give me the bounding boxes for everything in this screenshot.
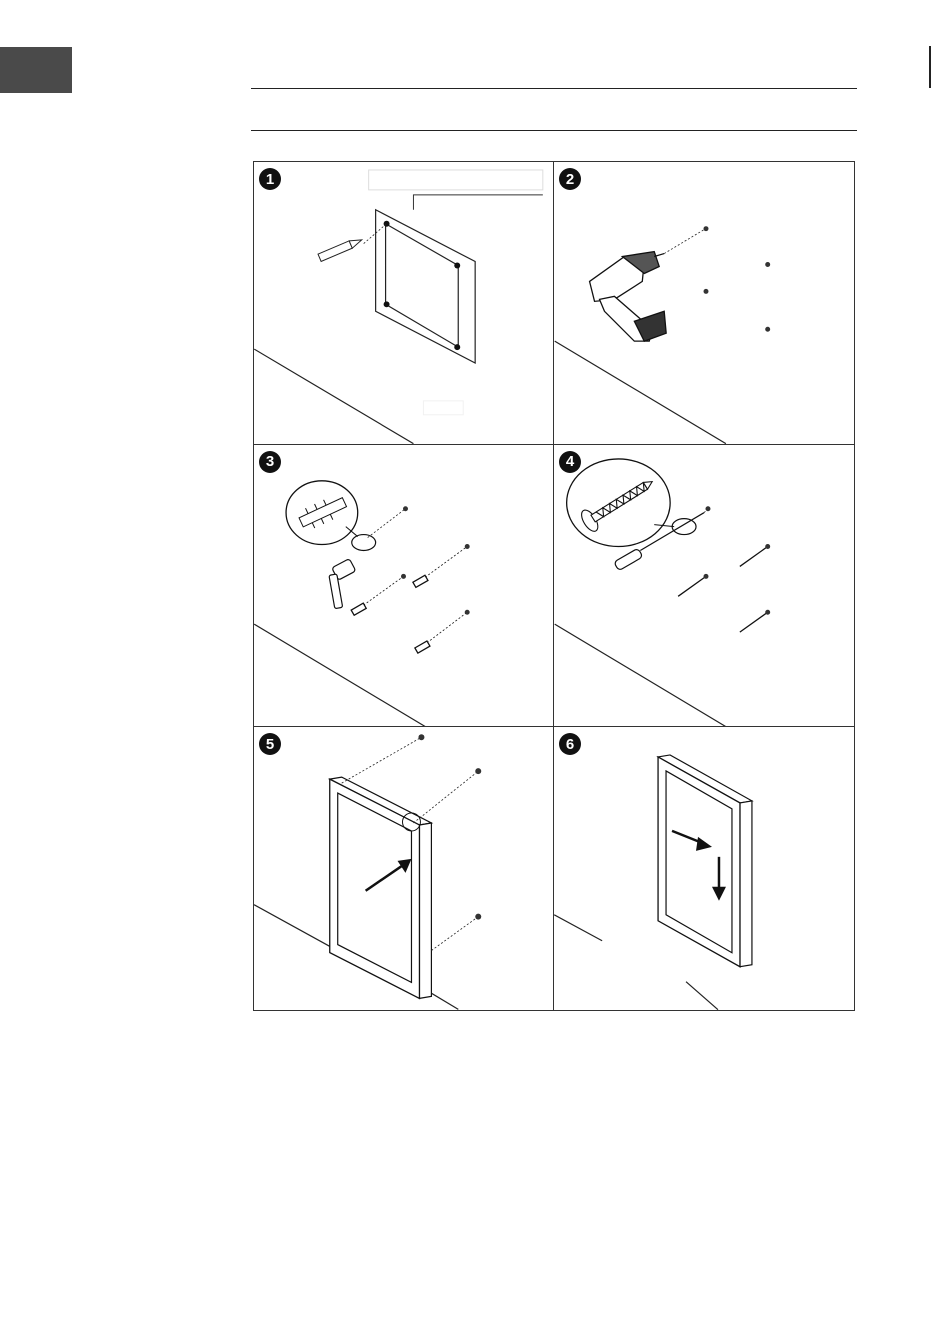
mark-holes-icon [254,162,553,444]
page-edge-mark [929,46,931,88]
hang-panel-icon [254,727,553,1010]
drill-holes-icon [554,162,854,444]
step-number-badge: 4 [559,451,581,473]
step-3-panel [254,445,554,728]
step-number-badge: 5 [259,733,281,755]
insert-anchors-icon [254,445,553,727]
step-5-panel [254,727,554,1010]
step-2-panel [554,162,854,445]
step-number-badge: 6 [559,733,581,755]
language-tab [0,47,72,93]
step-6-panel [554,727,854,1010]
step-number-badge: 2 [559,168,581,190]
header-rule-bottom [251,130,857,131]
step-4-panel [554,445,854,728]
step-number-badge: 1 [259,168,281,190]
slide-panel-down-icon [554,727,854,1010]
step-number-badge: 3 [259,451,281,473]
header-band [251,89,857,130]
installation-steps-grid [253,161,855,1011]
drive-screws-icon [554,445,854,727]
step-1-panel [254,162,554,445]
